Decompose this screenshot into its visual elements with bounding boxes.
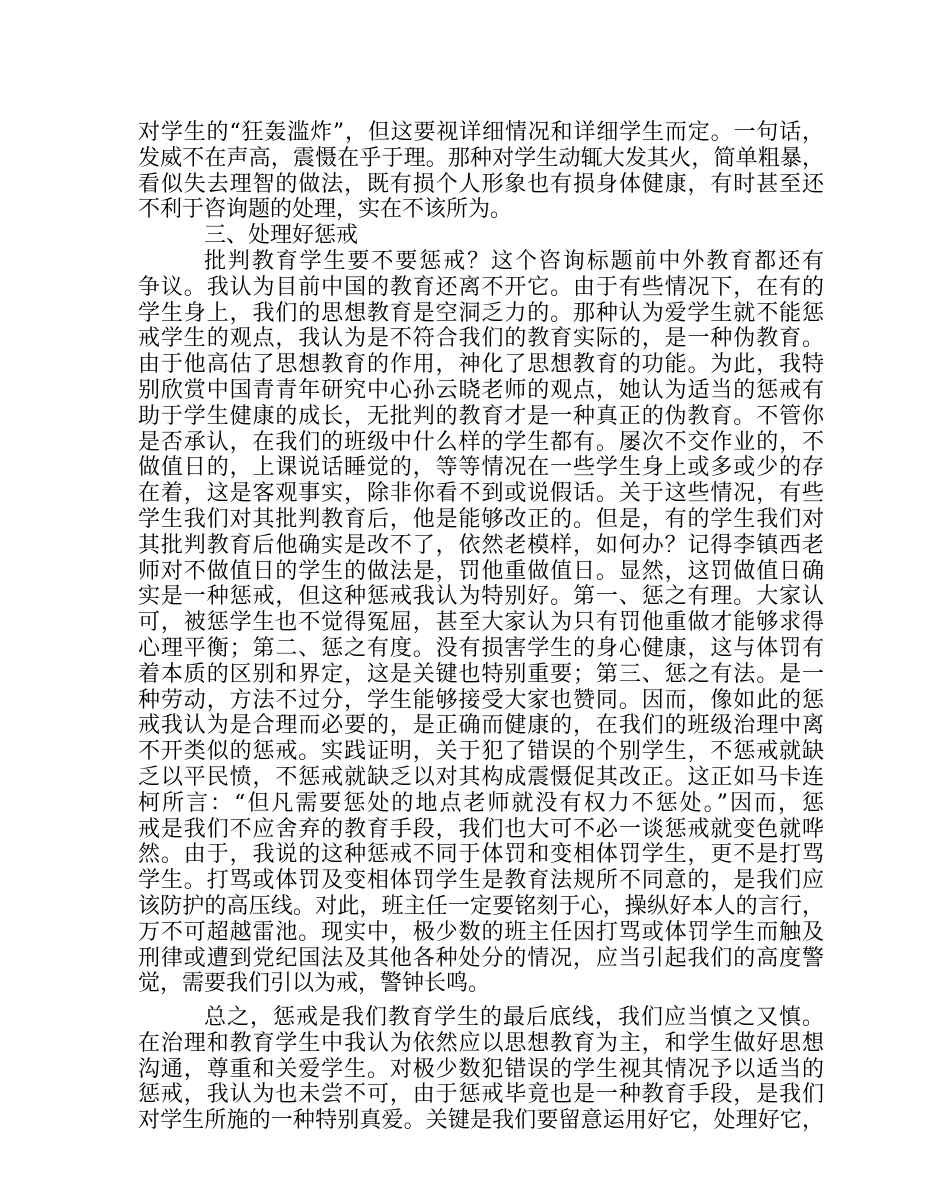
- text-line: 刑律或遭到党纪国法及其他各种处分的情况，应当引起我们的高度警: [138, 945, 824, 971]
- text-line: 不开类似的惩戒。实践证明，关于犯了错误的个别学生，不惩戒就缺: [138, 739, 824, 765]
- text-line: 总之，惩戒是我们教育学生的最后底线，我们应当慎之又慎。: [204, 1005, 824, 1031]
- text-line: 师对不做值日的学生的做法是，罚他重做值日。显然，这罚做值日确: [138, 558, 824, 584]
- text-line: 学生。打骂或体罚及变相体罚学生是教育法规所不同意的，是我们应: [138, 868, 824, 894]
- paragraph-main: [138, 249, 824, 997]
- text-line: 觉，需要我们引以为戒，警钟长鸣。: [138, 971, 491, 997]
- text-line: 柯所言：“但凡需要惩处的地点老师就没有权力不惩处。”因而，惩: [138, 790, 824, 816]
- text-line: 惩戒，我认为也未尝不可，由于惩戒毕竟也是一种教育手段，是我们: [138, 1082, 824, 1108]
- text-line: 对学生所施的一种特别真爱。关键是我们要留意运用好它，处理好它，: [138, 1108, 824, 1134]
- section-heading-wrap: [138, 223, 824, 249]
- text-line: 心理平衡；第二、惩之有度。没有损害学生的身心健康，这与体罚有: [138, 635, 824, 661]
- text-line: 着本质的区别和界定，这是关键也特别重要；第三、惩之有法。是一: [138, 661, 824, 687]
- text-line: 学生我们对其批判教育后，他是能够改正的。但是，有的学生我们对: [138, 506, 824, 532]
- text-line: 万不可超越雷池。现实中，极少数的班主任因打骂或体罚学生而触及: [138, 919, 824, 945]
- text-line: 在着，这是客观事实，除非你看不到或说假话。关于这些情况，有些: [138, 481, 824, 507]
- text-line: 在治理和教育学生中我认为依然应以思想教育为主，和学生做好思想: [138, 1030, 824, 1056]
- text-line: 实是一种惩戒，但这种惩戒我认为特别好。第一、惩之有理。大家认: [138, 584, 824, 610]
- paragraph-conclusion: [138, 1005, 824, 1134]
- text-line: 由于他高估了思想教育的作用，神化了思想教育的功能。为此，我特: [138, 352, 824, 378]
- paragraph-gap: [138, 997, 824, 1005]
- text-line: 是否承认，在我们的班级中什么样的学生都有。屡次不交作业的，不: [138, 429, 824, 455]
- text-line: 戒我认为是合理而必要的，是正确而健康的，在我们的班级治理中离: [138, 713, 824, 739]
- text-line: 看似失去理智的做法，既有损个人形象也有损身体健康，有时甚至还: [138, 171, 824, 197]
- text-line: 沟通，尊重和关爱学生。对极少数犯错误的学生视其情况予以适当的: [138, 1056, 824, 1082]
- text-line: 发威不在声高，震慑在乎于理。那种对学生动辄大发其火，简单粗暴，: [138, 145, 824, 171]
- paragraph-intro: [138, 120, 824, 223]
- text-line: 乏以平民愤，不惩戒就缺乏以对其构成震慑促其改正。这正如马卡连: [138, 764, 824, 790]
- text-line: 对学生的“狂轰滥炸”，但这要视详细情况和详细学生而定。一句话，: [138, 120, 824, 145]
- section-heading: 三、处理好惩戒: [204, 223, 359, 249]
- text-line: 批判教育学生要不要惩戒？这个咨询标题前中外教育都还有: [204, 248, 824, 274]
- text-line: 学生身上，我们的思想教育是空洞乏力的。那种认为爱学生就不能惩: [138, 300, 824, 326]
- text-line: 然。由于，我说的这种惩戒不同于体罚和变相体罚学生，更不是打骂: [138, 842, 824, 868]
- text-line: 别欣赏中国青青年研究中心孙云晓老师的观点，她认为适当的惩戒有: [138, 377, 824, 403]
- text-line: 戒是我们不应舍弃的教育手段，我们也大可不必一谈惩戒就变色就哗: [138, 816, 824, 842]
- text-line: 做值日的，上课说话睡觉的，等等情况在一些学生身上或多或少的存: [138, 455, 824, 481]
- text-line: 该防护的高压线。对此，班主任一定要铭刻于心，操纵好本人的言行，: [138, 893, 824, 919]
- text-line: 助于学生健康的成长，无批判的教育才是一种真正的伪教育。不管你: [138, 403, 824, 429]
- text-line: 可，被惩学生也不觉得冤屈，甚至大家认为只有罚他重做才能够求得: [138, 610, 824, 636]
- text-line: 争议。我认为目前中国的教育还离不开它。由于有些情况下，在有的: [138, 274, 824, 300]
- text-line: 戒学生的观点，我认为是不符合我们的教育实际的，是一种伪教育。: [138, 326, 824, 352]
- text-line: 不利于咨询题的处理，实在不该所为。: [138, 197, 513, 223]
- text-line: 种劳动，方法不过分，学生能够接受大家也赞同。因而，像如此的惩: [138, 687, 824, 713]
- document-body: [138, 120, 824, 1134]
- text-line: 其批判教育后他确实是改不了，依然老模样，如何办？记得李镇西老: [138, 532, 824, 558]
